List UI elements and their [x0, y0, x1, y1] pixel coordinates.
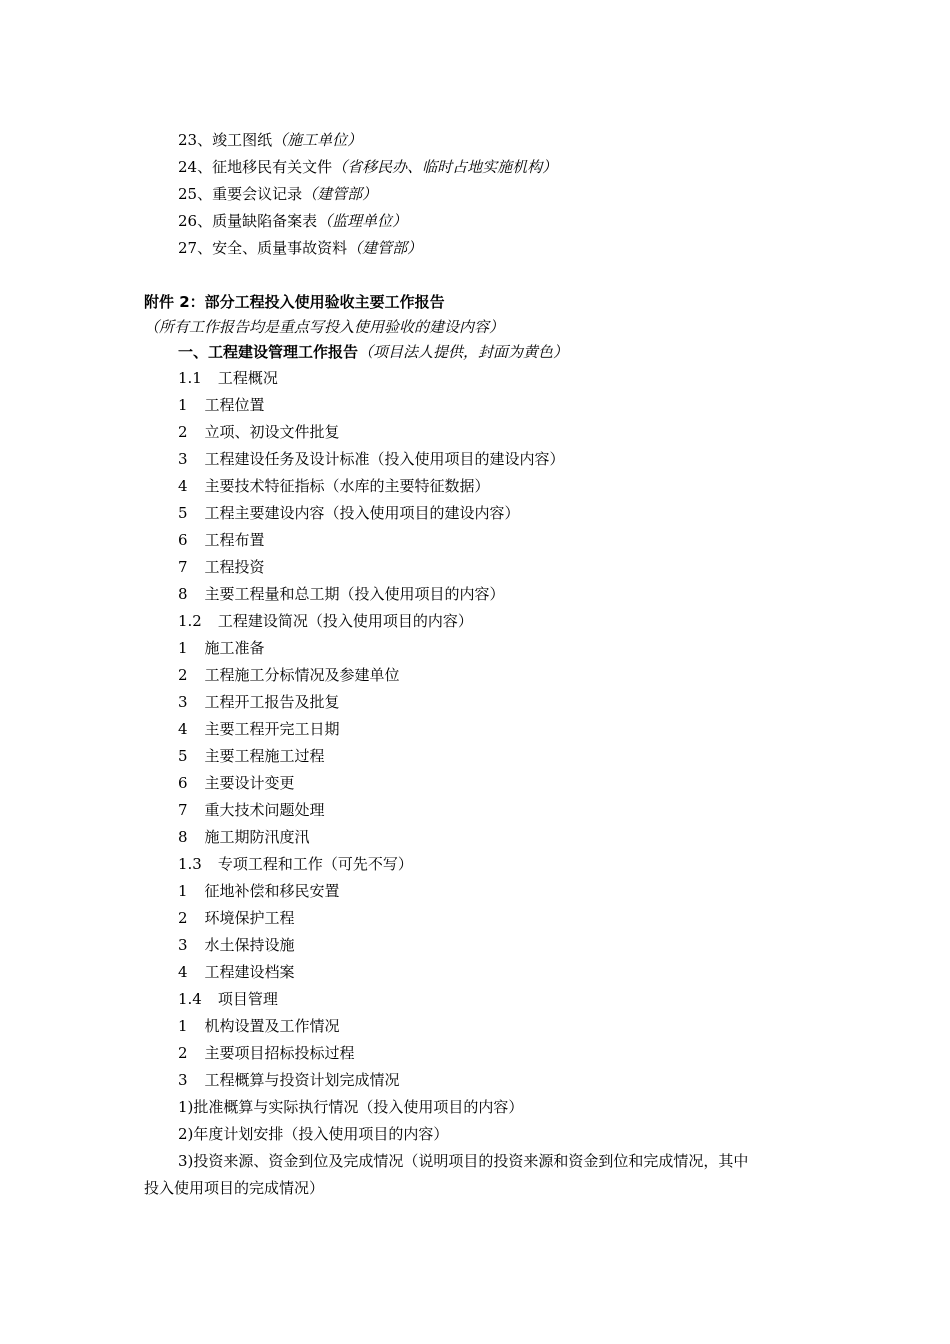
- item-text: 、安全、质量事故资料: [197, 239, 348, 257]
- sub-list-item: [178, 1151, 748, 1171]
- sub-item-number: 2): [178, 1125, 194, 1143]
- list-item: [178, 184, 377, 204]
- list-item: [178, 503, 520, 523]
- list-item: [178, 773, 295, 793]
- subsection-title: 项目管理: [217, 990, 278, 1008]
- item-number: 4: [178, 720, 188, 738]
- item-number: 5: [178, 747, 188, 765]
- item-number: 1: [178, 396, 188, 414]
- item-text: 、质量缺陷备案表: [197, 212, 318, 230]
- list-item: [178, 157, 557, 177]
- item-text: 工程主要建设内容（投入使用项目的建设内容）: [204, 504, 520, 522]
- item-number: 2: [178, 423, 188, 441]
- list-item: [178, 422, 340, 442]
- item-number: 1: [178, 882, 188, 900]
- item-number: 5: [178, 504, 188, 522]
- item-number: 2: [178, 1044, 188, 1062]
- subsection-number: 1.4: [178, 990, 202, 1008]
- item-number: 2: [178, 666, 188, 684]
- appendix-title: 附件 2：部分工程投入使用验收主要工作报告: [144, 293, 445, 311]
- list-item: [178, 638, 265, 658]
- item-number: 25: [178, 185, 198, 203]
- item-text: 工程建设任务及设计标准（投入使用项目的建设内容）: [204, 450, 565, 468]
- item-text: 环境保护工程: [204, 909, 295, 927]
- subsection-number: 1.2: [178, 612, 202, 630]
- subsection-title: 专项工程和工作（可先不写）: [217, 855, 413, 873]
- sub-item-text: 年度计划安排（投入使用项目的内容）: [193, 1125, 449, 1143]
- item-number: 2: [178, 909, 188, 927]
- item-text: 、竣工图纸: [197, 131, 273, 149]
- appendix-subtitle: （所有工作报告均是重点写投入使用验收的建设内容）: [144, 318, 505, 336]
- item-text: 机构设置及工作情况: [204, 1017, 340, 1035]
- item-number: 8: [178, 828, 188, 846]
- item-text: 主要工程量和总工期（投入使用项目的内容）: [204, 585, 505, 603]
- sub-item-number: 3): [178, 1152, 194, 1170]
- item-text: 施工准备: [204, 639, 265, 657]
- list-item: [178, 1043, 355, 1063]
- list-item: [178, 665, 400, 685]
- section-heading: [178, 342, 568, 362]
- list-item: [178, 881, 340, 901]
- list-item: [178, 530, 265, 550]
- subsection-heading: [178, 989, 278, 1009]
- item-number: 1: [178, 639, 188, 657]
- list-item: [178, 935, 295, 955]
- item-text: 主要工程开完工日期: [204, 720, 340, 738]
- item-text: 工程布置: [204, 531, 265, 549]
- item-note: （施工单位）: [272, 131, 363, 149]
- list-item: [178, 827, 310, 847]
- item-number: 26: [178, 212, 198, 230]
- item-number: 1: [178, 1017, 188, 1035]
- sub-list-item: [178, 1124, 448, 1144]
- sub-item-text: 批准概算与实际执行情况（投入使用项目的内容）: [193, 1098, 524, 1116]
- list-item: [178, 476, 490, 496]
- item-text: 工程概算与投资计划完成情况: [204, 1071, 400, 1089]
- list-item: [178, 557, 265, 577]
- subsection-number: 1.1: [178, 369, 202, 387]
- item-text: 施工期防汛度汛: [204, 828, 310, 846]
- item-number: 27: [178, 239, 198, 257]
- list-item: [178, 719, 340, 739]
- list-item: [178, 1070, 400, 1090]
- list-item: [178, 962, 295, 982]
- section-note: （项目法人提供，封面为黄色）: [358, 343, 569, 361]
- item-text: 工程开工报告及批复: [204, 693, 340, 711]
- list-item: [178, 800, 325, 820]
- item-note: （建管部）: [347, 239, 423, 257]
- item-text: 、征地移民有关文件: [197, 158, 333, 176]
- item-number: 7: [178, 558, 188, 576]
- sub-list-item: [178, 1097, 523, 1117]
- item-text: 征地补偿和移民安置: [204, 882, 340, 900]
- item-number: 8: [178, 585, 188, 603]
- item-number: 23: [178, 131, 198, 149]
- item-number: 3: [178, 450, 188, 468]
- subsection-title: 工程概况: [217, 369, 278, 387]
- subsection-heading: [178, 611, 473, 631]
- item-text: 主要项目招标投标过程: [204, 1044, 355, 1062]
- item-text: 工程建设档案: [204, 963, 295, 981]
- subsection-heading: [178, 854, 413, 874]
- item-number: 4: [178, 963, 188, 981]
- item-text: 主要技术特征指标（水库的主要特征数据）: [204, 477, 490, 495]
- list-item: [178, 746, 325, 766]
- item-text: 重大技术问题处理: [204, 801, 325, 819]
- item-number: 3: [178, 693, 188, 711]
- item-text: 工程施工分标情况及参建单位: [204, 666, 400, 684]
- subsection-title: 工程建设简况（投入使用项目的内容）: [217, 612, 473, 630]
- section-title: 一、工程建设管理工作报告: [178, 343, 359, 361]
- item-text: 工程位置: [204, 396, 265, 414]
- sub-item-continuation: 投入使用项目的完成情况）: [144, 1179, 325, 1197]
- item-text: 主要工程施工过程: [204, 747, 325, 765]
- item-number: 7: [178, 801, 188, 819]
- subsection-heading: [178, 368, 278, 388]
- item-text: 水土保持设施: [204, 936, 295, 954]
- item-number: 3: [178, 936, 188, 954]
- list-item: [178, 692, 340, 712]
- list-item: [178, 449, 565, 469]
- item-note: （建管部）: [302, 185, 378, 203]
- item-number: 6: [178, 774, 188, 792]
- item-text: 工程投资: [204, 558, 265, 576]
- item-text: 立项、初设文件批复: [204, 423, 340, 441]
- sub-item-number: 1): [178, 1098, 194, 1116]
- item-number: 3: [178, 1071, 188, 1089]
- item-note: （省移民办、临时占地实施机构）: [332, 158, 558, 176]
- item-number: 24: [178, 158, 198, 176]
- subsection-number: 1.3: [178, 855, 202, 873]
- item-number: 6: [178, 531, 188, 549]
- list-item: [178, 211, 407, 231]
- item-number: 4: [178, 477, 188, 495]
- list-item: [178, 395, 265, 415]
- sub-item-text: 投资来源、资金到位及完成情况（说明项目的投资来源和资金到位和完成情况，其中: [193, 1152, 749, 1170]
- item-text: 、重要会议记录: [197, 185, 303, 203]
- list-item: [178, 908, 295, 928]
- list-item: [178, 584, 505, 604]
- list-item: [178, 130, 362, 150]
- list-item: [178, 238, 422, 258]
- item-note: （监理单位）: [317, 212, 408, 230]
- list-item: [178, 1016, 340, 1036]
- item-text: 主要设计变更: [204, 774, 295, 792]
